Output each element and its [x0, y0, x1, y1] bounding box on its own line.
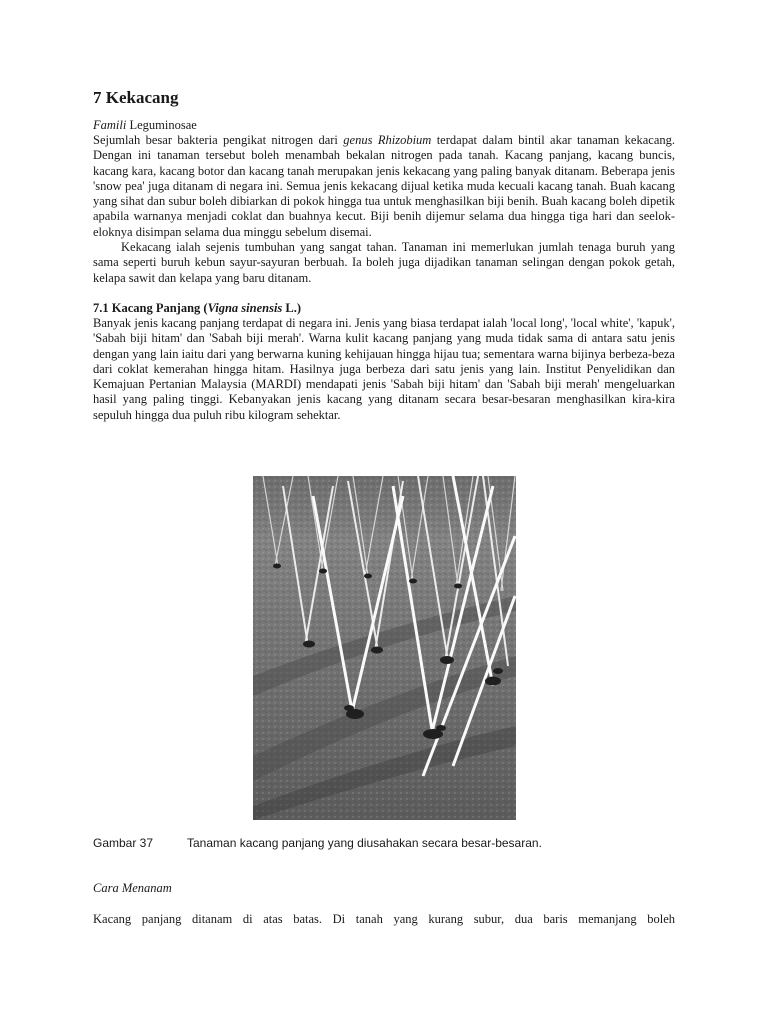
- intro-paragraph-1: [93, 133, 675, 240]
- cara-menanam-paragraph: Kacang panjang ditanam di atas batas. Di tanah yang kurang subur, dua baris memanjang boleh: [93, 912, 675, 926]
- section-paragraph: Banyak jenis kacang panjang terdapat di negara ini. Jenis yang biasa terdapat ialah 'local long', 'local white', 'kapuk', 'Sabah biji hitam' dan 'Sabah biji merah'. Warna kulit kacang panjang yang muda tidak sama di antara satu jenis dengan yang lain iaitu dari yang berwarna kuning kehijauan hingga hijau tua; sementara warna bijinya berbeza-beza dari coklat kemerahan hingga hitam. Hasilnya juga berbeza dari satu jenis yang lain. Institut Penyelidikan dan Kemajuan Pertanian Malaysia (MARDI) mendapati jenis 'Sabah biji hitam' dan 'Sabah biji merah' mengeluarkan hasil yang paling tinggi. Kebanyakan jenis kacang yang ditanam secara besar-besaran menghasilkan kira-kira sepuluh hingga dua puluh ribu kilogram sehektar.: [93, 315, 675, 422]
- famili-label: Famili: [93, 118, 127, 132]
- intro-paragraph-2: Kekacang ialah sejenis tumbuhan yang sangat tahan. Tanaman ini memerlukan jumlah tenaga buruh yang sama seperti buruh kebun sayur-sayuran berbuah. Ia boleh juga dijadikan tanaman selingan dengan pokok getah, kelapa sawit dan kelapa yang baru ditanam.: [93, 240, 675, 285]
- famili-value: Leguminosae: [129, 118, 197, 132]
- cara-menanam-heading: Cara Menanam: [93, 881, 172, 895]
- figure-photo-bean-field: [253, 476, 516, 820]
- intro-genus: genus Rhizobium: [343, 133, 432, 147]
- famili-line: [93, 118, 675, 133]
- page-body: [93, 88, 675, 423]
- section-heading-suffix: L.): [282, 300, 302, 315]
- intro-p1-start: Sejumlah besar bakteria pengikat nitrogen dari: [93, 133, 344, 147]
- figure-caption-text: Tanaman kacang panjang yang diusahakan secara besar-besaran.: [187, 836, 542, 850]
- section-heading-prefix: 7.1 Kacang Panjang (: [93, 300, 208, 315]
- figure-caption-number: Gambar 37: [93, 836, 154, 850]
- intro-p1-rest: terdapat dalam bintil akar tanaman kekacang. Dengan ini tanaman tersebut boleh menambah bekalan nitrogen pada tanah. Kacang panjang, kacang buncis, kacang kara, kacang botor dan kacang tanah merupakan jenis kekacang yang paling banyak ditanam. Beberapa jenis 'snow pea' juga ditanam di negara ini. Semua jenis kekacang dijual ketika muda kecuali kacang tanah. Buah kacang yang sihat dan subur boleh dibiarkan di pokok hingga tua untuk menghasilkan biji benih. Buah kacang boleh dipetik apabila warnanya menjadi coklat dan buahnya kecut. Biji benih dijemur selama dua hingga tiga hari dan seelok-eloknya disimpan selama dua minggu sebelum disemai.: [93, 133, 675, 239]
- section-heading: [93, 300, 675, 316]
- section-heading-species: Vigna sinensis: [207, 300, 283, 315]
- chapter-title: 7 Kekacang: [93, 88, 179, 107]
- figure-caption: [93, 836, 542, 850]
